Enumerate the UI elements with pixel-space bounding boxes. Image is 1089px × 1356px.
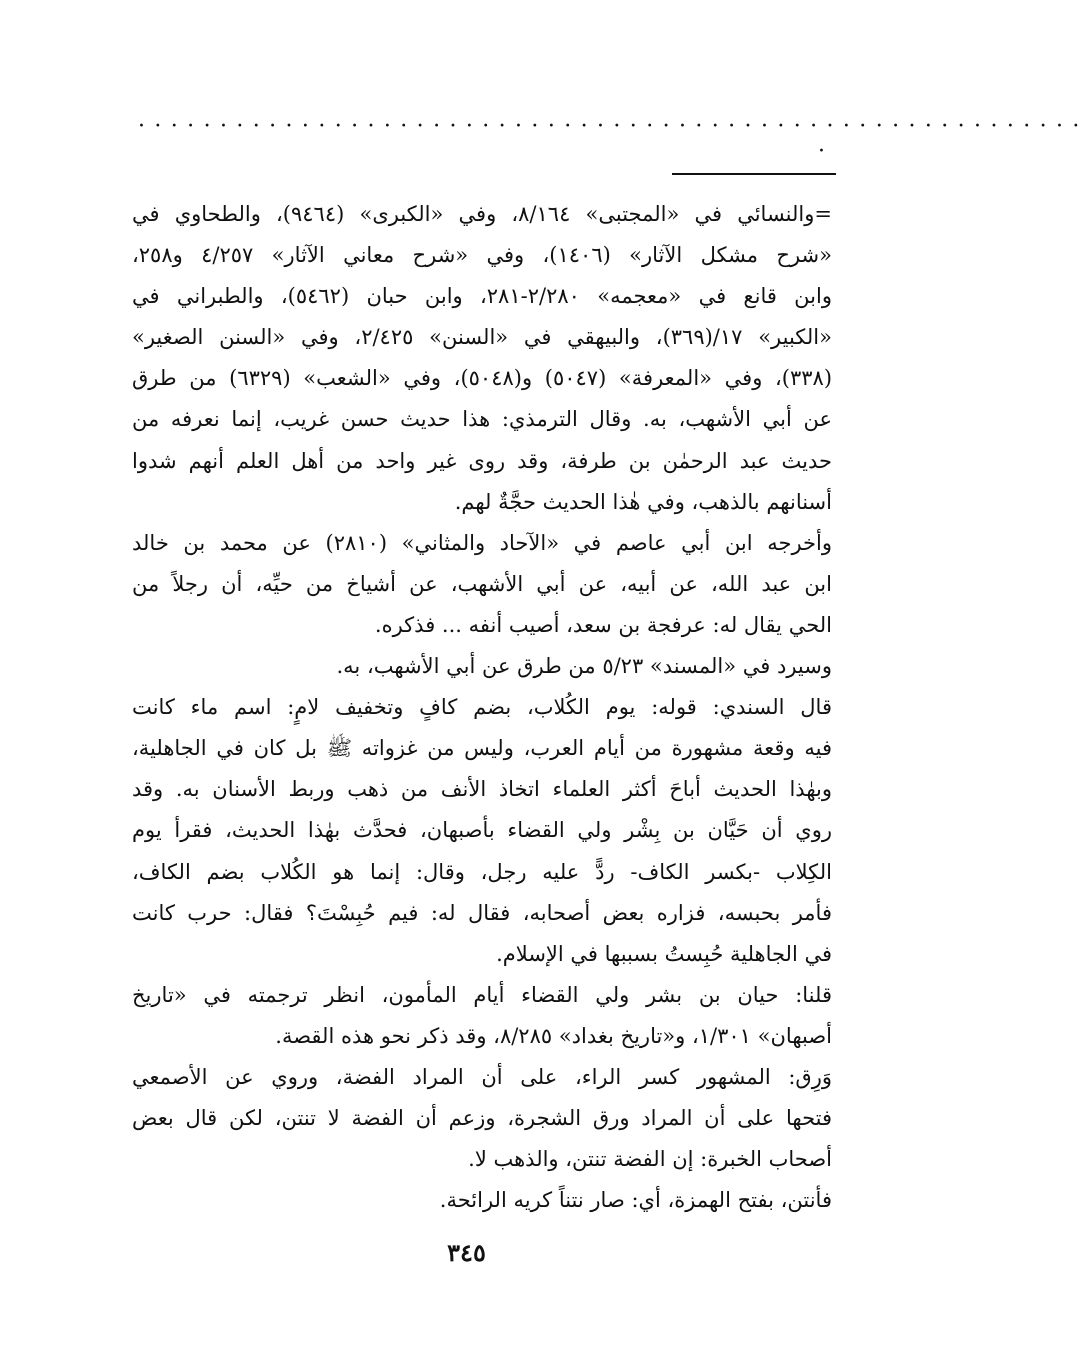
text-line: وابن قانع في «معجمه» ٢/٢٨٠-٢٨١، وابن حبان (٥٤٦٢)، والطبراني في: [132, 284, 832, 309]
text-line: فتحها على أن المراد ورق الشجرة، وزعم أن الفضة لا تنتن، لكن قال بعض: [132, 1106, 832, 1131]
dotted-separator: ··························································: [138, 114, 1089, 139]
text-line: ابن عبد الله، عن أبيه، عن أبي الأشهب، عن أشياخ من حيِّه، أن رجلاً من: [132, 571, 832, 596]
text-line: فأنتن، بفتح الهمزة، أي: صار نتناً كريه الرائحة.: [439, 1188, 832, 1213]
page-number: ٣٤٥: [447, 1238, 486, 1267]
text-line: أصبهان» ١/٣٠١، و«تاريخ بغداد» ٨/٢٨٥، وقد ذكر نحو هذه القصة.: [275, 1023, 832, 1048]
text-line: قلنا: حيان بن بشر ولي القضاء أيام المأمون، انظر ترجمته في «تاريخ: [132, 982, 832, 1007]
text-line: (٣٣٨)، وفي «المعرفة» (٥٠٤٧) و(٥٠٤٨)، وفي «الشعب» (٦٣٢٩) من طرق: [132, 366, 833, 391]
text-line: =والنسائي في «المجتبى» ٨/١٦٤، وفي «الكبرى» (٩٤٦٤)، والطحاوي في: [132, 202, 832, 226]
text-line: فأمر بحبسه، فزاره بعض أصحابه، فقال له: فيم حُبِسْتَ؟ فقال: حرب كانت: [132, 900, 832, 925]
text-line: في الجاهلية حُبِستُ بسببها في الإسلام.: [496, 941, 832, 966]
separator-dot: ·: [818, 139, 825, 164]
footnote-text: [132, 194, 832, 1221]
text-line: حديث عبد الرحمٰن بن طرفة، وقد روى غير واحد من أهل العلم أنهم شدوا: [132, 448, 832, 473]
text-line: وأخرجه ابن أبي عاصم في «الآحاد والمثاني» (٢٨١٠) عن محمد بن خالد: [132, 530, 832, 555]
text-line: أسنانهم بالذهب، وفي هٰذا الحديث حجَّةٌ لهم.: [454, 489, 832, 514]
text-line: قال السندي: قوله: يوم الكُلاب، بضم كافٍ وتخفيف لامٍ: اسم ماء كانت: [132, 695, 832, 720]
text-line: عن أبي الأشهب، به. وقال الترمذي: هذا حديث حسن غريب، إنما نعرفه من: [132, 407, 832, 432]
text-line: وَرِق: المشهور كسر الراء، على أن المراد الفضة، وروي عن الأصمعي: [132, 1064, 832, 1089]
text-line: وسيرد في «المسند» ٥/٢٣ من طرق عن أبي الأشهب، به.: [336, 654, 832, 679]
text-line: أصحاب الخبرة: إن الفضة تنتن، والذهب لا.: [468, 1147, 832, 1172]
text-line: فيه وقعة مشهورة من أيام العرب، وليس من غزواته ﷺ بل كان في الجاهلية،: [132, 736, 832, 761]
text-line: وبهٰذا الحديث أباحَ أكثر العلماء اتخاذ الأنف من ذهب وربط الأسنان به. وقد: [132, 777, 832, 802]
footnote-rule: [672, 173, 836, 175]
text-line: الحي يقال له: عرفجة بن سعد، أصيب أنفه ... فذكره.: [374, 612, 832, 637]
text-line: «شرح مشكل الآثار» (١٤٠٦)، وفي «شرح معاني الآثار» ٤/٢٥٧ و٢٥٨،: [132, 243, 832, 268]
text-line: روي أن حَيَّان بن بِشْر ولي القضاء بأصبهان، فحدَّث بهٰذا الحديث، فقرأ يوم: [132, 818, 832, 843]
text-line: «الكبير» ١٧/(٣٦٩)، والبيهقي في «السنن» ٢/٤٢٥، وفي «السنن الصغير»: [132, 325, 832, 350]
text-line: الكِلاب -بكسر الكاف- ردًّ عليه رجل، وقال: إنما هو الكُلاب بضم الكاف،: [132, 859, 832, 884]
